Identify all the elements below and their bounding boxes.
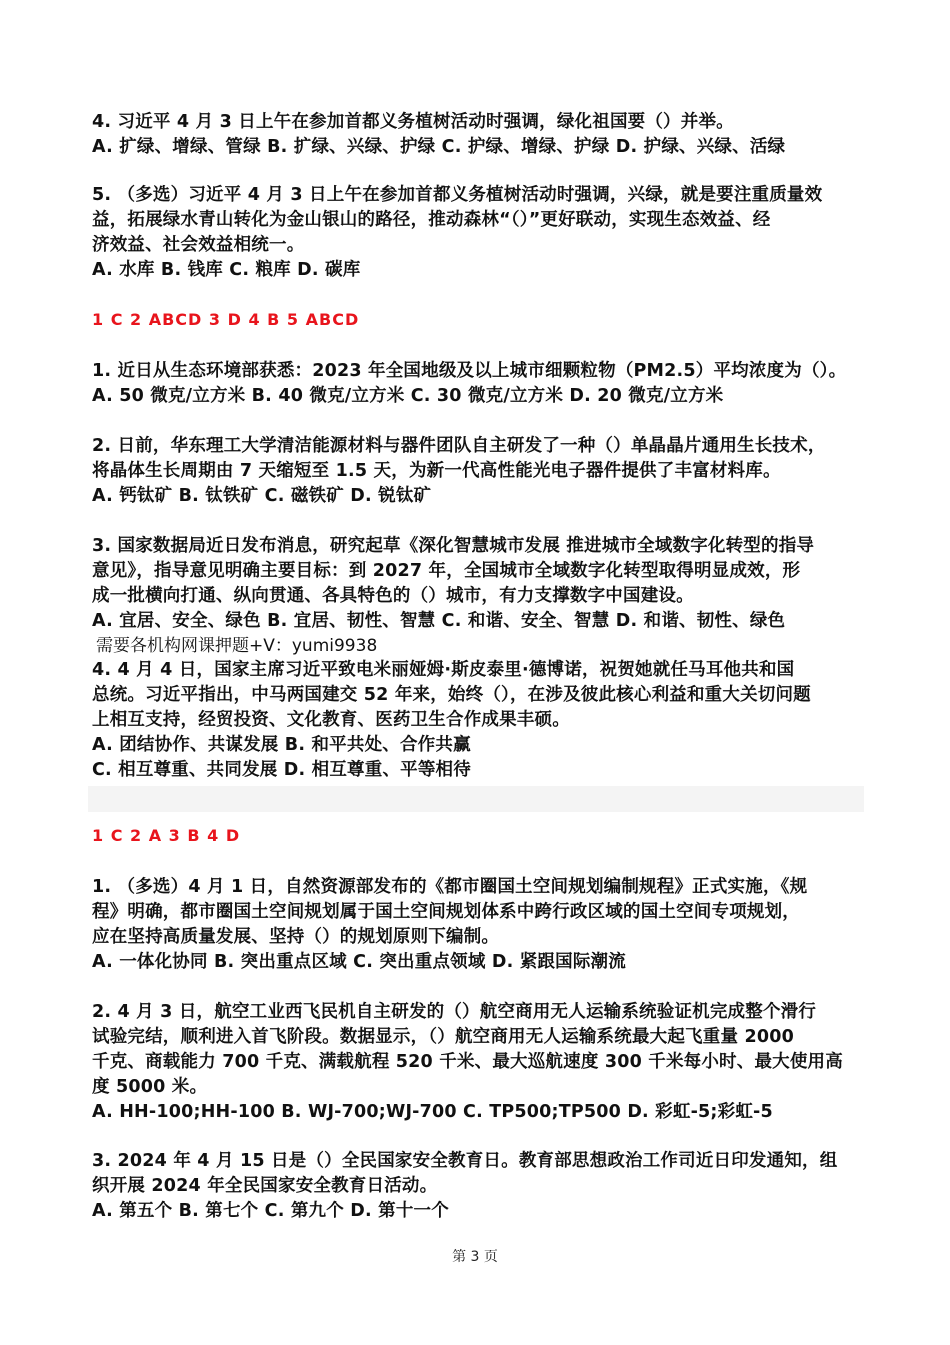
question-block <box>92 359 872 409</box>
question-text: 程》明确，都市圈国土空间规划属于国土空间规划体系中跨行政区域的国土空间专项规划， <box>92 902 800 922</box>
question-text: 1. （多选）4 月 1 日，自然资源部发布的《都市圈国土空间规划编制规程》正式实施，《规 <box>92 877 808 897</box>
question-options: A. 钙钛矿 B. 钛铁矿 C. 磁铁矿 D. 锐钛矿 <box>92 486 432 506</box>
question-block <box>92 875 872 975</box>
question-block <box>92 534 872 634</box>
question-text: 应在坚持高质量发展、坚持（）的规划原则下编制。 <box>92 927 500 947</box>
question-options: A. 扩绿、增绿、管绿 B. 扩绿、兴绿、护绿 C. 护绿、增绿、护绿 D. 护绿、兴绿、活绿 <box>92 137 786 157</box>
question-options: C. 相互尊重、共同发展 D. 相互尊重、平等相待 <box>92 760 471 780</box>
question-text: 4. 4 月 4 日，国家主席习近平致电米丽娅姆·斯皮泰里·德博诺，祝贺她就任马耳他共和国 <box>92 660 795 680</box>
question-text: 成一批横向打通、纵向贯通、各具特色的（）城市，有力支撑数字中国建设。 <box>92 586 694 606</box>
answer-key-text: 1 C 2 ABCD 3 D 4 B 5 ABCD <box>92 310 360 329</box>
question-text: 千克、商载能力 700 千克、满载航程 520 千米、最大巡航速度 300 千米每小时、最大使用高 <box>92 1052 843 1072</box>
question-text: 将晶体生长周期由 7 天缩短至 1.5 天，为新一代高性能光电子器件提供了丰富材料库。 <box>92 461 781 481</box>
answer-key <box>92 825 872 847</box>
question-text: 上相互支持，经贸投资、文化教育、医药卫生合作成果丰硕。 <box>92 710 570 730</box>
question-text: 2. 日前，华东理工大学清洁能源材料与器件团队自主研发了一种（）单晶晶片通用生长技术， <box>92 436 826 456</box>
question-block <box>92 110 872 160</box>
question-text: 益，拓展绿水青山转化为金山银山的路径，推动森林“（）”更好联动，实现生态效益、经 <box>92 210 771 230</box>
separator-band <box>88 786 864 812</box>
question-text: 总统。习近平指出，中马两国建交 52 年来，始终（），在涉及彼此核心利益和重大关切问题 <box>92 685 811 705</box>
question-text: 5. （多选）习近平 4 月 3 日上午在参加首都义务植树活动时强调，兴绿，就是要注重质量效 <box>92 185 823 205</box>
question-block <box>92 1000 872 1125</box>
question-text: 试验完结，顺利进入首飞阶段。数据显示，（）航空商用无人运输系统最大起飞重量 2000 <box>92 1027 794 1047</box>
question-text: 度 5000 米。 <box>92 1077 208 1097</box>
question-options: A. 一体化协同 B. 突出重点区域 C. 突出重点领域 D. 紧跟国际潮流 <box>92 952 626 972</box>
question-text: 织开展 2024 年全民国家安全教育日活动。 <box>92 1176 438 1196</box>
page-number: 第 3 页 <box>452 1249 498 1265</box>
question-options: A. 团结协作、共谋发展 B. 和平共处、合作共赢 <box>92 735 471 755</box>
question-options: A. 水库 B. 钱库 C. 粮库 D. 碳库 <box>92 260 361 280</box>
question-text: 意见》，指导意见明确主要目标：到 2027 年，全国城市全域数字化转型取得明显成效，形 <box>92 561 801 581</box>
answer-key-text: 1 C 2 A 3 B 4 D <box>92 826 241 845</box>
question-block <box>92 658 872 783</box>
answer-key <box>92 309 872 331</box>
question-options: A. 50 微克/立方米 B. 40 微克/立方米 C. 30 微克/立方米 D. 20 微克/立方米 <box>92 386 724 406</box>
question-text: 3. 2024 年 4 月 15 日是（）全民国家安全教育日。教育部思想政治工作司近日印发通知，组 <box>92 1151 838 1171</box>
question-text: 济效益、社会效益相统一。 <box>92 235 305 255</box>
question-block <box>92 434 872 509</box>
question-text: 3. 国家数据局近日发布消息，研究起草《深化智慧城市发展 推进城市全域数字化转型的指导 <box>92 536 815 556</box>
question-text: 4. 习近平 4 月 3 日上午在参加首都义务植树活动时强调，绿化祖国要（）并举。 <box>92 112 734 132</box>
question-options: A. HH-100;HH-100 B. WJ-700;WJ-700 C. TP500;TP500 D. 彩虹-5;彩虹-5 <box>92 1102 773 1122</box>
promo-text: 需要各机构网课押题+V：yumi9938 <box>96 636 378 656</box>
question-text: 2. 4 月 3 日，航空工业西飞民机自主研发的（）航空商用无人运输系统验证机完成整个滑行 <box>92 1002 817 1022</box>
question-block <box>92 183 872 283</box>
question-text: 1. 近日从生态环境部获悉：2023 年全国地级及以上城市细颗粒物（PM2.5）平均浓度为（）。 <box>92 361 847 381</box>
question-options: A. 宜居、安全、绿色 B. 宜居、韧性、智慧 C. 和谐、安全、智慧 D. 和谐、韧性、绿色 <box>92 611 786 631</box>
question-block <box>92 1149 872 1224</box>
question-options: A. 第五个 B. 第七个 C. 第九个 D. 第十一个 <box>92 1201 449 1221</box>
